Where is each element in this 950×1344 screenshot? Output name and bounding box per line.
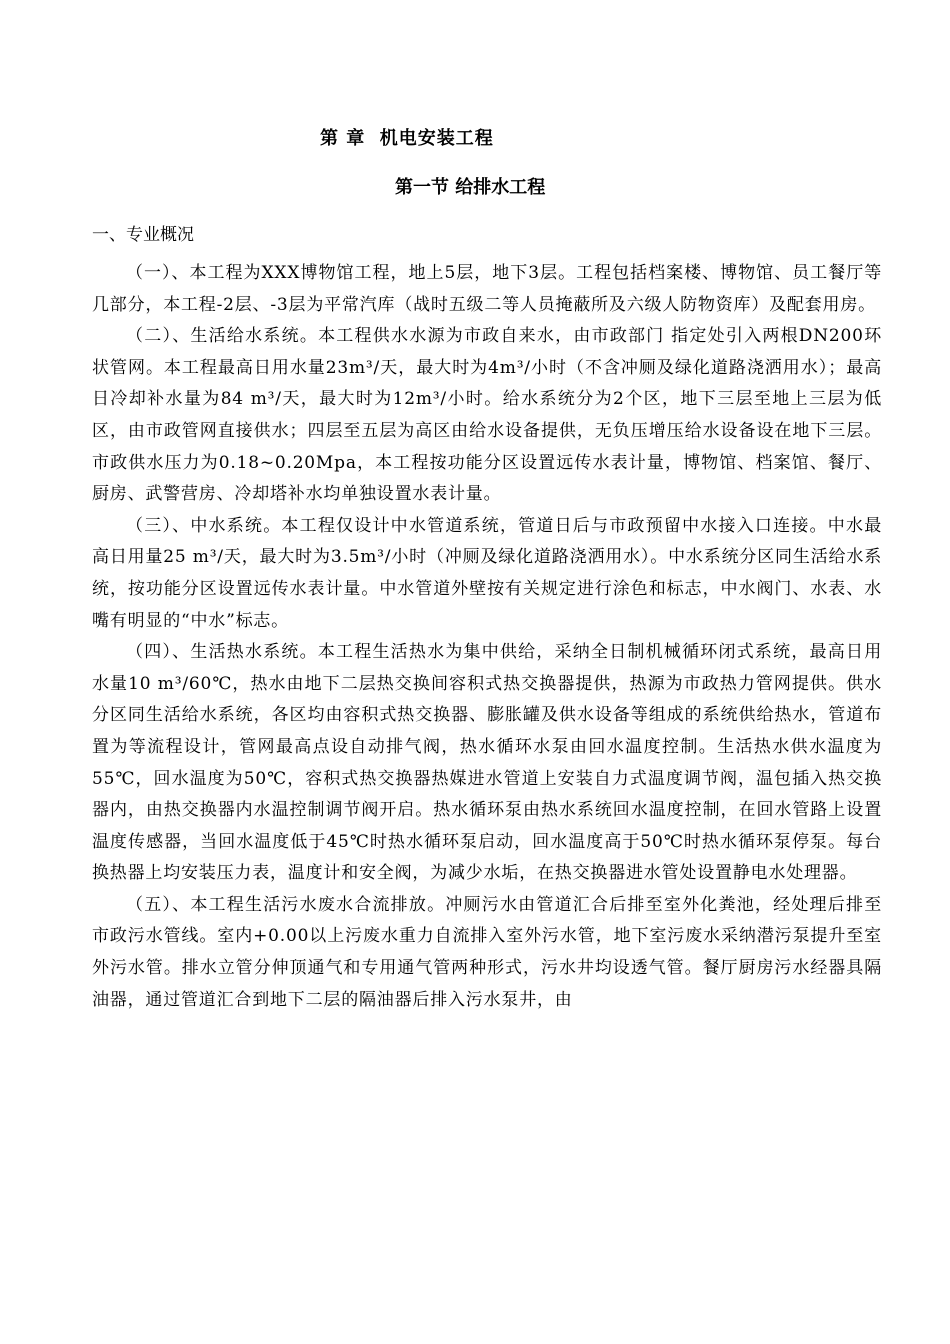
paragraph-reclaimed-water: （三）、中水系统。本工程仅设计中水管道系统，管道日后与市政预留中水接入口连接。中水最高日用量25 m³/天，最大时为3.5m³/小时（冲厕及绿化道路浇洒用水）。中水系统分区同生活给水系统，按功能分区设置远传水表计量。中水管道外壁按有关规定进行涂色和标志，中水阀门、水表、水嘴有明显的“中水”标志。 bbox=[92, 515, 882, 631]
paragraph-drainage: （五）、本工程生活污水废水合流排放。冲厕污水由管道汇合后排至室外化粪池，经处理后排至市政污水管线。室内+0.00以上污废水重力自流排入室外污水管，地下室污废水采纳潜污泵提升至室外污水管。排水立管分伸顶通气和专用通气管两种形式，污水井均设透气管。餐厅厨房污水经器具隔油器，通过管道汇合到地下二层的隔油器后排入污水泵井，由 bbox=[92, 894, 882, 1010]
paragraph-water-supply: （二）、生活给水系统。本工程供水水源为市政自来水，由市政部门 指定处引入两根DN200环状管网。本工程最高日用水量23m³/天，最大时为4m³/小时（不含冲厕及绿化道路浇洒用水）；最高日冷却补水量为84 m³/天，最大时为12m³/小时。给水系统分为2个区，地下三层至地上三层为低区，由市政管网直接供水；四层至五层为高区由给水设备提供，无负压增压给水设备设在地下三层。市政供水压力为0.18~0.20Mpa，本工程按功能分区设置远传水表计量，博物馆、档案馆、餐厅、厨房、武警营房、冷却塔补水均单独设置水表计量。 bbox=[92, 326, 882, 505]
document-body bbox=[92, 258, 882, 1016]
section-title: 第一节 给排水工程 bbox=[395, 177, 546, 198]
paragraph-hot-water: （四）、生活热水系统。本工程生活热水为集中供给，采纳全日制机械循环闭式系统，最高日用水量10 m³/60℃，热水由地下二层热交换间容积式热交换器提供，热源为市政热力管网提供。供水分区同生活给水系统，各区均由容积式热交换器、膨胀罐及供水设备等组成的系统供给热水，管道布置为等流程设计，管网最高点设自动排气阀，热水循环水泵由回水温度控制。生活热水供水温度为55℃，回水温度为50℃，容积式热交换器热媒进水管道上安装自力式温度调节阀，温包插入热交换器内，由热交换器内水温控制调节阀开启。热水循环泵由热水系统回水温度控制，在回水管路上设置温度传感器，当回水温度低于45℃时热水循环泵启动，回水温度高于50℃时热水循环泵停泵。每台换热器上均安装压力表，温度计和安全阀，为减少水垢，在热交换器进水管处设置静电水处理器。 bbox=[92, 642, 882, 884]
paragraph-overview: （一）、本工程为XXX博物馆工程，地上5层，地下3层。工程包括档案楼、博物馆、员工餐厅等几部分，本工程-2层、-3层为平常汽库（战时五级二等人员掩蔽所及六级人防物资库）及配套用房。 bbox=[92, 263, 882, 315]
chapter-title: 第 章 机电安装工程 bbox=[320, 128, 494, 149]
section-heading: 一、专业概况 bbox=[92, 225, 194, 245]
